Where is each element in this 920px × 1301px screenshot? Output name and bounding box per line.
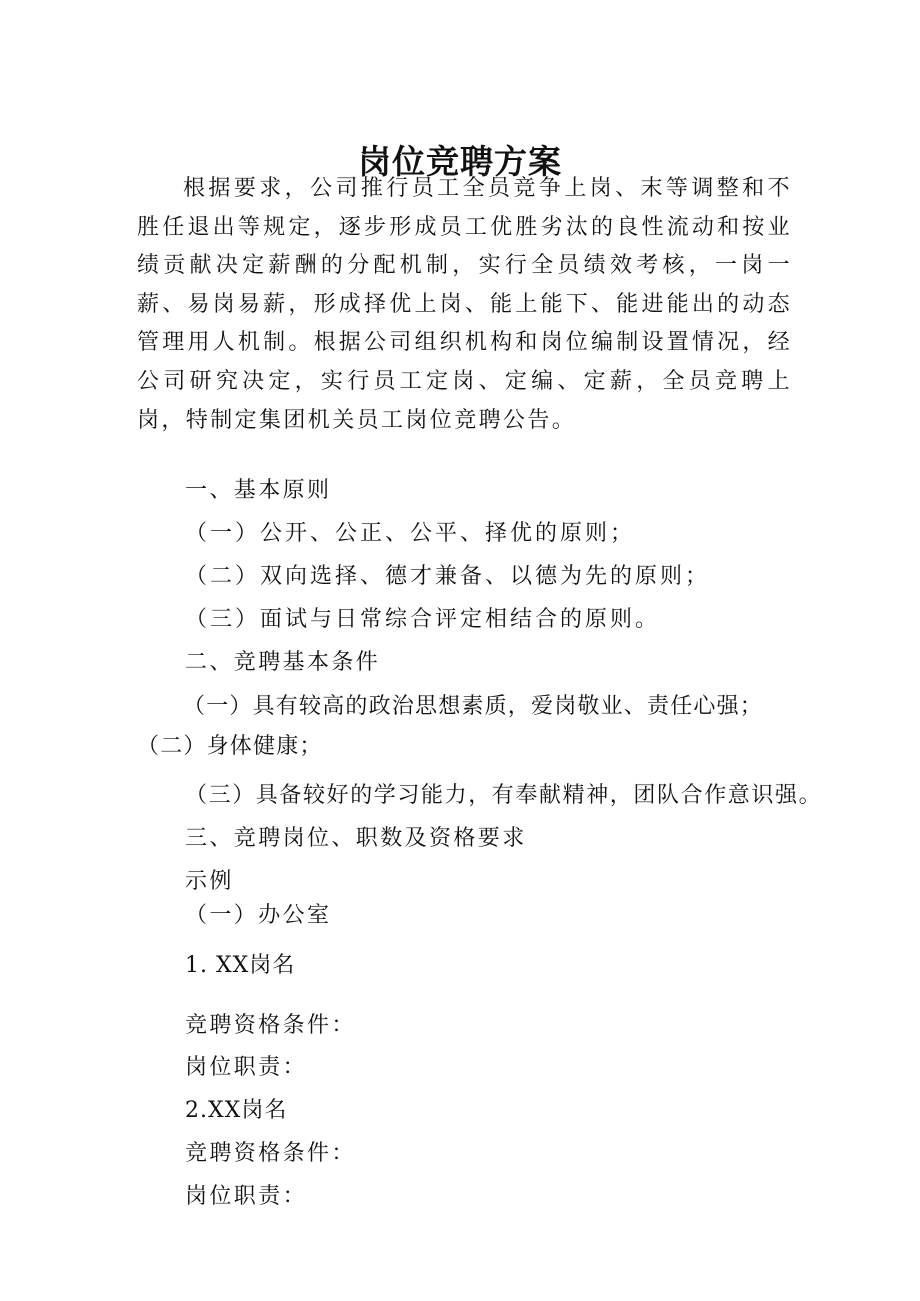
section1-item-1: （一）公开、公正、公平、择优的原则； (185, 521, 636, 546)
intro-paragraph: 根据要求，公司推行员工全员竞争上岗、末等调整和不胜任退出等规定，逐步形成员工优胜劣汰的良性流动和按业绩贡献决定薪酬的分配机制，实行全员绩效考核，一岗一薪、易岗易薪，形成择优上岗、能上能下、能进能出的动态管理用人机制。根据公司组织机构和岗位编制设置情况，经公司研究决定，实行员工定岗、定编、定薪，全员竞聘上岗，特制定集团机关员工岗位竞聘公告。 (137, 176, 792, 433)
section1-item-2: （二）双向选择、德才兼备、以德为先的原则； (185, 564, 711, 589)
position-1-qualification: 竞聘资格条件： (185, 1013, 356, 1038)
section2-heading: 二、竞聘基本条件 (185, 650, 381, 675)
example-label: 示例 (185, 869, 234, 894)
dept-heading: （一）办公室 (185, 903, 332, 928)
position-1-name: 1. XX岗名 (185, 953, 296, 978)
position-2-duty: 岗位职责： (185, 1184, 308, 1209)
position-2-qualification: 竞聘资格条件： (185, 1141, 356, 1166)
document-title: 岗位竞聘方案 (358, 142, 562, 182)
section1-heading: 一、基本原则 (185, 478, 332, 503)
section1-item-3: （三）面试与日常综合评定相结合的原则。 (185, 607, 661, 632)
section2-item-3: （三）具备较好的学习能力，有奉献精神，团队合作意识强。 (185, 783, 823, 808)
position-2-name: 2.XX岗名 (185, 1098, 288, 1123)
position-1-duty: 岗位职责： (185, 1055, 308, 1080)
section3-heading: 三、竞聘岗位、职数及资格要求 (185, 826, 527, 851)
section2-item-1: （一）具有较高的政治思想素质，爱岗敬业、责任心强；（二）身体健康； (137, 694, 764, 759)
